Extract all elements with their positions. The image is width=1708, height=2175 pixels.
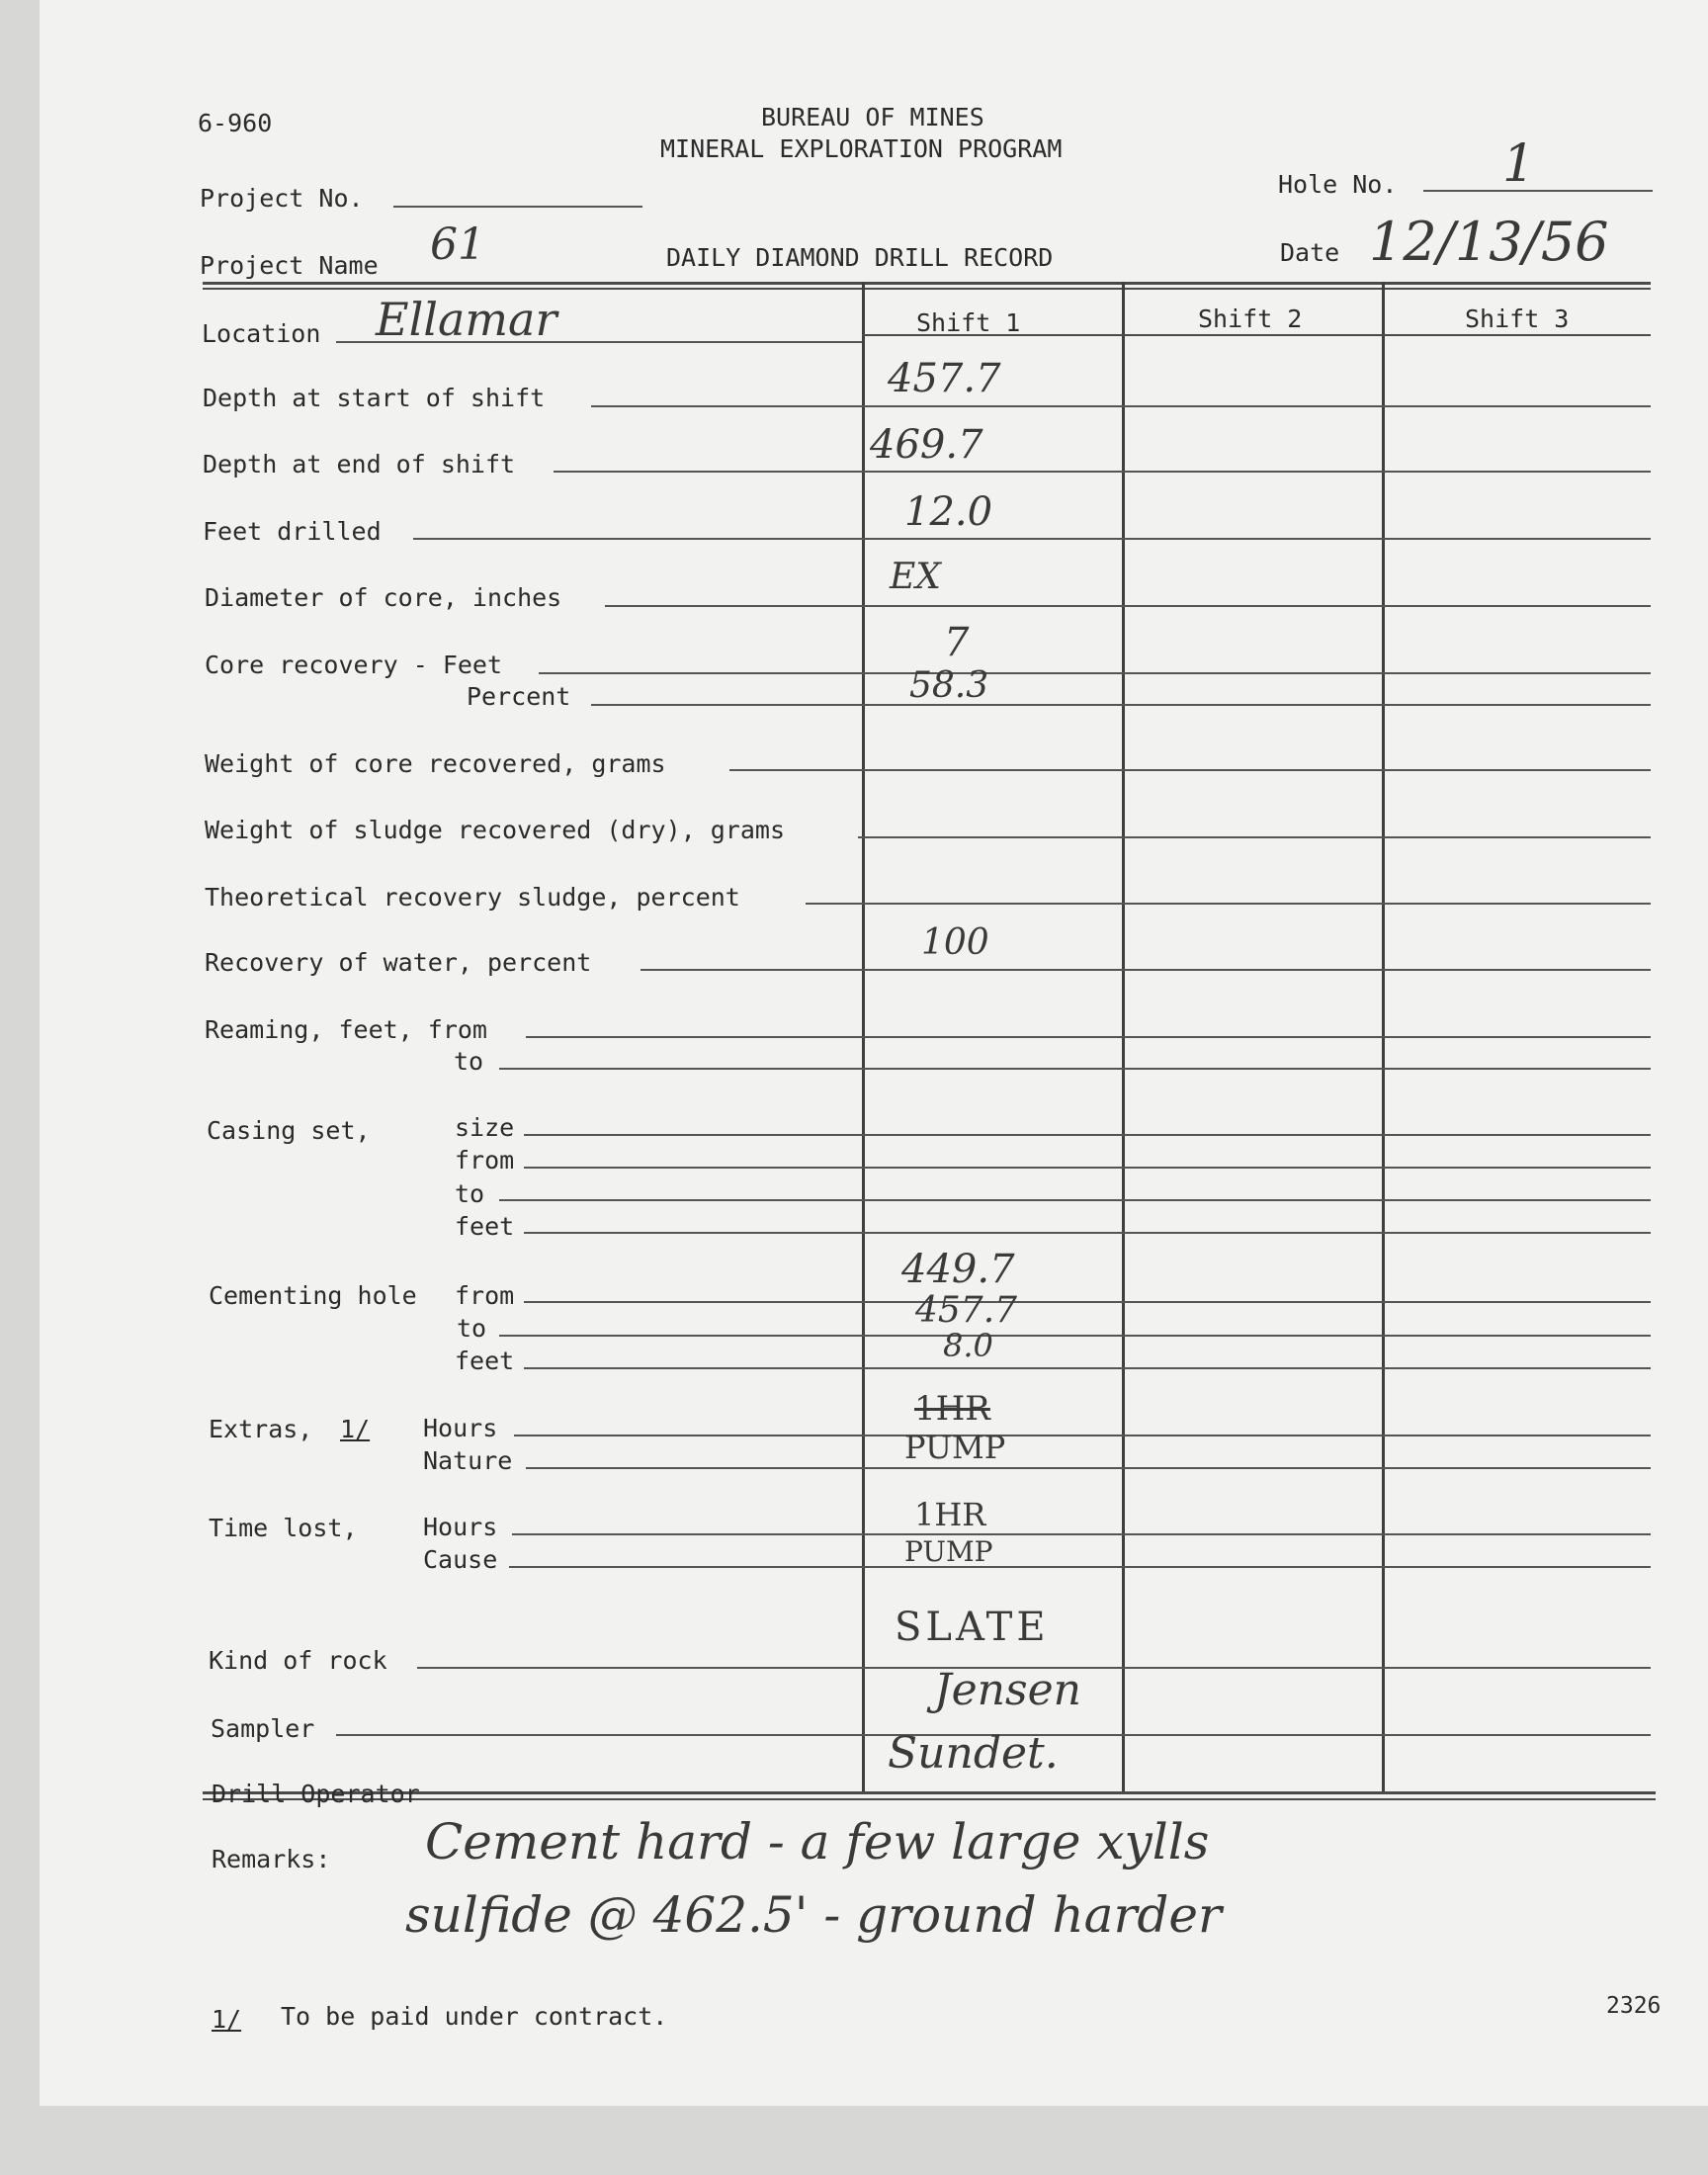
feet-drilled-value: 12.0 [904,489,993,535]
depth-end-value: 469.7 [870,422,983,468]
location-value: Ellamar [376,293,557,346]
time-lost-label: Time lost, [209,1514,358,1542]
core-diameter-field[interactable] [605,605,1651,607]
cementing-feet-value: 8.0 [943,1327,993,1364]
cementing-feet-label: feet [455,1347,515,1375]
weight-sludge-label: Weight of sludge recovered (dry), grams [205,816,785,844]
water-recovery-field[interactable] [640,969,1651,971]
project-no-label: Project No. [200,184,364,213]
remarks-line-1: Cement hard - a few large xylls [425,1813,1210,1870]
remarks-line-2: sulfide @ 462.5' - ground harder [405,1886,1222,1944]
date-label: Date [1280,238,1340,267]
operator-value: Sundet. [888,1728,1059,1779]
casing-feet-label: feet [455,1212,515,1241]
page-code: 2326 [1606,1993,1662,2019]
table-top-border-inner [203,288,1651,290]
shift-2-header: Shift 2 [1198,304,1303,333]
casing-to-field[interactable] [499,1199,1651,1201]
extras-hours-field[interactable] [514,1435,1651,1436]
form-title: DAILY DIAMOND DRILL RECORD [666,243,1054,272]
feet-drilled-field[interactable] [413,538,1651,540]
core-diameter-value: EX [890,557,941,597]
core-recovery-percent-value: 58.3 [909,665,989,706]
cementing-label: Cementing hole [209,1281,417,1310]
casing-size-label: size [455,1113,515,1142]
time-lost-cause-field[interactable] [509,1566,1651,1568]
rock-value: SLATE [895,1605,1050,1650]
project-name-value: 61 [430,219,485,270]
hole-no-field[interactable] [1423,190,1653,192]
footnote-ref: 1/ [212,2005,242,2034]
location-label: Location [202,319,321,348]
shift-1-header: Shift 1 [916,308,1021,337]
hole-no-label: Hole No. [1278,170,1398,199]
cementing-feet-field[interactable] [524,1367,1651,1369]
theoretical-sludge-label: Theoretical recovery sludge, percent [205,883,740,912]
table-top-border [203,282,1651,285]
cementing-to-label: to [457,1314,487,1343]
weight-sludge-field[interactable] [858,836,1651,838]
time-lost-hours-label: Hours [423,1513,498,1541]
weight-core-field[interactable] [729,769,1651,771]
core-diameter-label: Diameter of core, inches [205,583,562,612]
casing-size-field[interactable] [524,1134,1651,1136]
project-no-field[interactable] [393,206,642,208]
core-recovery-feet-value: 7 [944,620,970,665]
feet-drilled-label: Feet drilled [203,517,382,546]
extras-footnote-ref: 1/ [340,1415,371,1443]
weight-core-label: Weight of core recovered, grams [205,749,666,778]
extras-hours-label: Hours [423,1414,498,1442]
core-recovery-feet-field[interactable] [539,672,1651,674]
operator-label: Drill Operator [212,1780,420,1808]
rock-label: Kind of rock [209,1646,387,1675]
cementing-from-value: 449.7 [901,1247,1015,1292]
reaming-to-field[interactable] [499,1068,1651,1070]
remarks-label: Remarks: [212,1845,331,1873]
time-lost-cause-label: Cause [423,1545,498,1574]
extras-label: Extras, [209,1415,313,1443]
hole-no-value: 1 [1502,134,1536,194]
extras-nature-label: Nature [423,1446,513,1475]
casing-label: Casing set, [207,1116,371,1145]
reaming-from-field[interactable] [526,1036,1651,1038]
cementing-to-value: 457.7 [915,1290,1018,1331]
water-recovery-label: Recovery of water, percent [205,948,592,977]
theoretical-sludge-field[interactable] [806,903,1651,905]
core-recovery-percent-field[interactable] [591,704,1651,706]
depth-end-label: Depth at end of shift [203,450,516,478]
form-number: 6-960 [198,109,273,137]
agency-name: BUREAU OF MINES [761,103,984,131]
sampler-label: Sampler [211,1714,315,1743]
header-underline [862,334,1651,336]
depth-start-label: Depth at start of shift [203,384,546,412]
time-lost-hours-field[interactable] [512,1533,1651,1535]
reaming-from-label: Reaming, feet, from [205,1015,487,1044]
time-lost-hours-value: 1HR [914,1496,986,1533]
cementing-from-label: from [455,1281,515,1310]
time-lost-cause-value: PUMP [904,1535,993,1568]
extras-hours-value: 1HR [914,1389,990,1429]
extras-nature-value: PUMP [904,1429,1006,1466]
sampler-value: Jensen [934,1665,1081,1715]
casing-from-label: from [455,1146,515,1174]
table-bottom-border [203,1791,1656,1794]
casing-to-label: to [455,1179,485,1208]
cementing-to-field[interactable] [499,1335,1651,1337]
depth-end-field[interactable] [554,471,1651,473]
table-bottom-border-inner [203,1798,1656,1800]
cementing-from-field[interactable] [524,1301,1651,1303]
water-recovery-value: 100 [921,922,989,963]
footnote-text: To be paid under contract. [281,2002,668,2031]
depth-start-value: 457.7 [888,356,1001,401]
core-recovery-feet-label: Core recovery - Feet [205,651,503,679]
extras-nature-field[interactable] [526,1467,1651,1469]
date-value: 12/13/56 [1369,211,1609,273]
casing-from-field[interactable] [524,1167,1651,1169]
project-name-label: Project Name [200,251,379,280]
core-recovery-percent-label: Percent [467,682,571,711]
program-name: MINERAL EXPLORATION PROGRAM [660,134,1063,163]
shift-3-header: Shift 3 [1465,304,1570,333]
casing-feet-field[interactable] [524,1232,1651,1234]
reaming-to-label: to [454,1047,484,1076]
depth-start-field[interactable] [591,405,1651,407]
